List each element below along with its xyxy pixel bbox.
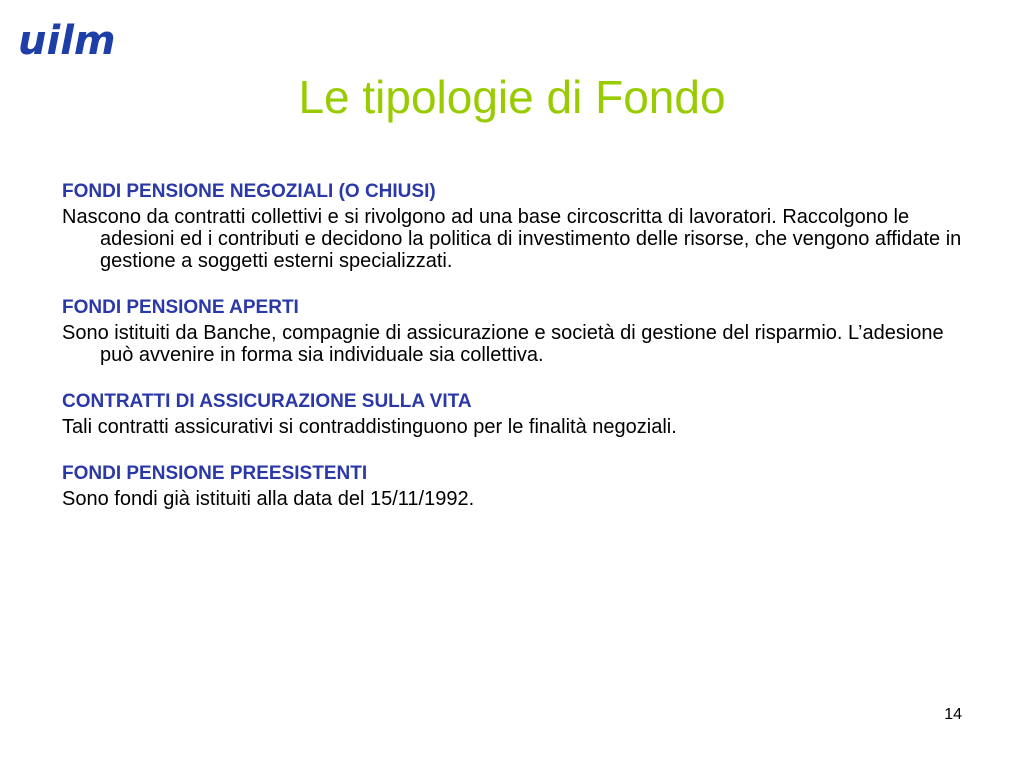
section-fondi-preesistenti xyxy=(62,460,962,510)
section-heading: CONTRATTI DI ASSICURAZIONE SULLA VITA xyxy=(62,391,472,412)
section-body: Tali contratti assicurativi si contraddistinguono per le finalità negoziali. xyxy=(62,416,677,438)
section-fondi-negoziali xyxy=(62,178,962,272)
section-heading: FONDI PENSIONE APERTI xyxy=(62,297,299,318)
uilm-logo xyxy=(16,16,118,66)
section-body: Sono fondi già istituiti alla data del 15/11/1992. xyxy=(62,488,475,510)
slide-content xyxy=(62,178,962,532)
slide-title: Le tipologie di Fondo xyxy=(298,71,726,123)
section-heading: FONDI PENSIONE PREESISTENTI xyxy=(62,463,368,484)
page-number: 14 xyxy=(944,706,962,723)
section-heading: FONDI PENSIONE NEGOZIALI (O CHIUSI) xyxy=(62,181,436,202)
section-body: Sono istituiti da Banche, compagnie di assicurazione e società di gestione del risparmio. L’adesione può avvenire in forma sia individuale sia collettiva. xyxy=(62,322,944,366)
section-body: Nascono da contratti collettivi e si rivolgono ad una base circoscritta di lavoratori. Raccolgono le adesioni ed i contributi e decidono la politica di investimento delle risorse, che vengono affidate in gestione a soggetti esterni specializzati. xyxy=(62,206,962,272)
section-fondi-aperti xyxy=(62,294,962,366)
logo-text: uilm xyxy=(18,18,116,64)
section-contratti-assicurazione xyxy=(62,388,962,438)
